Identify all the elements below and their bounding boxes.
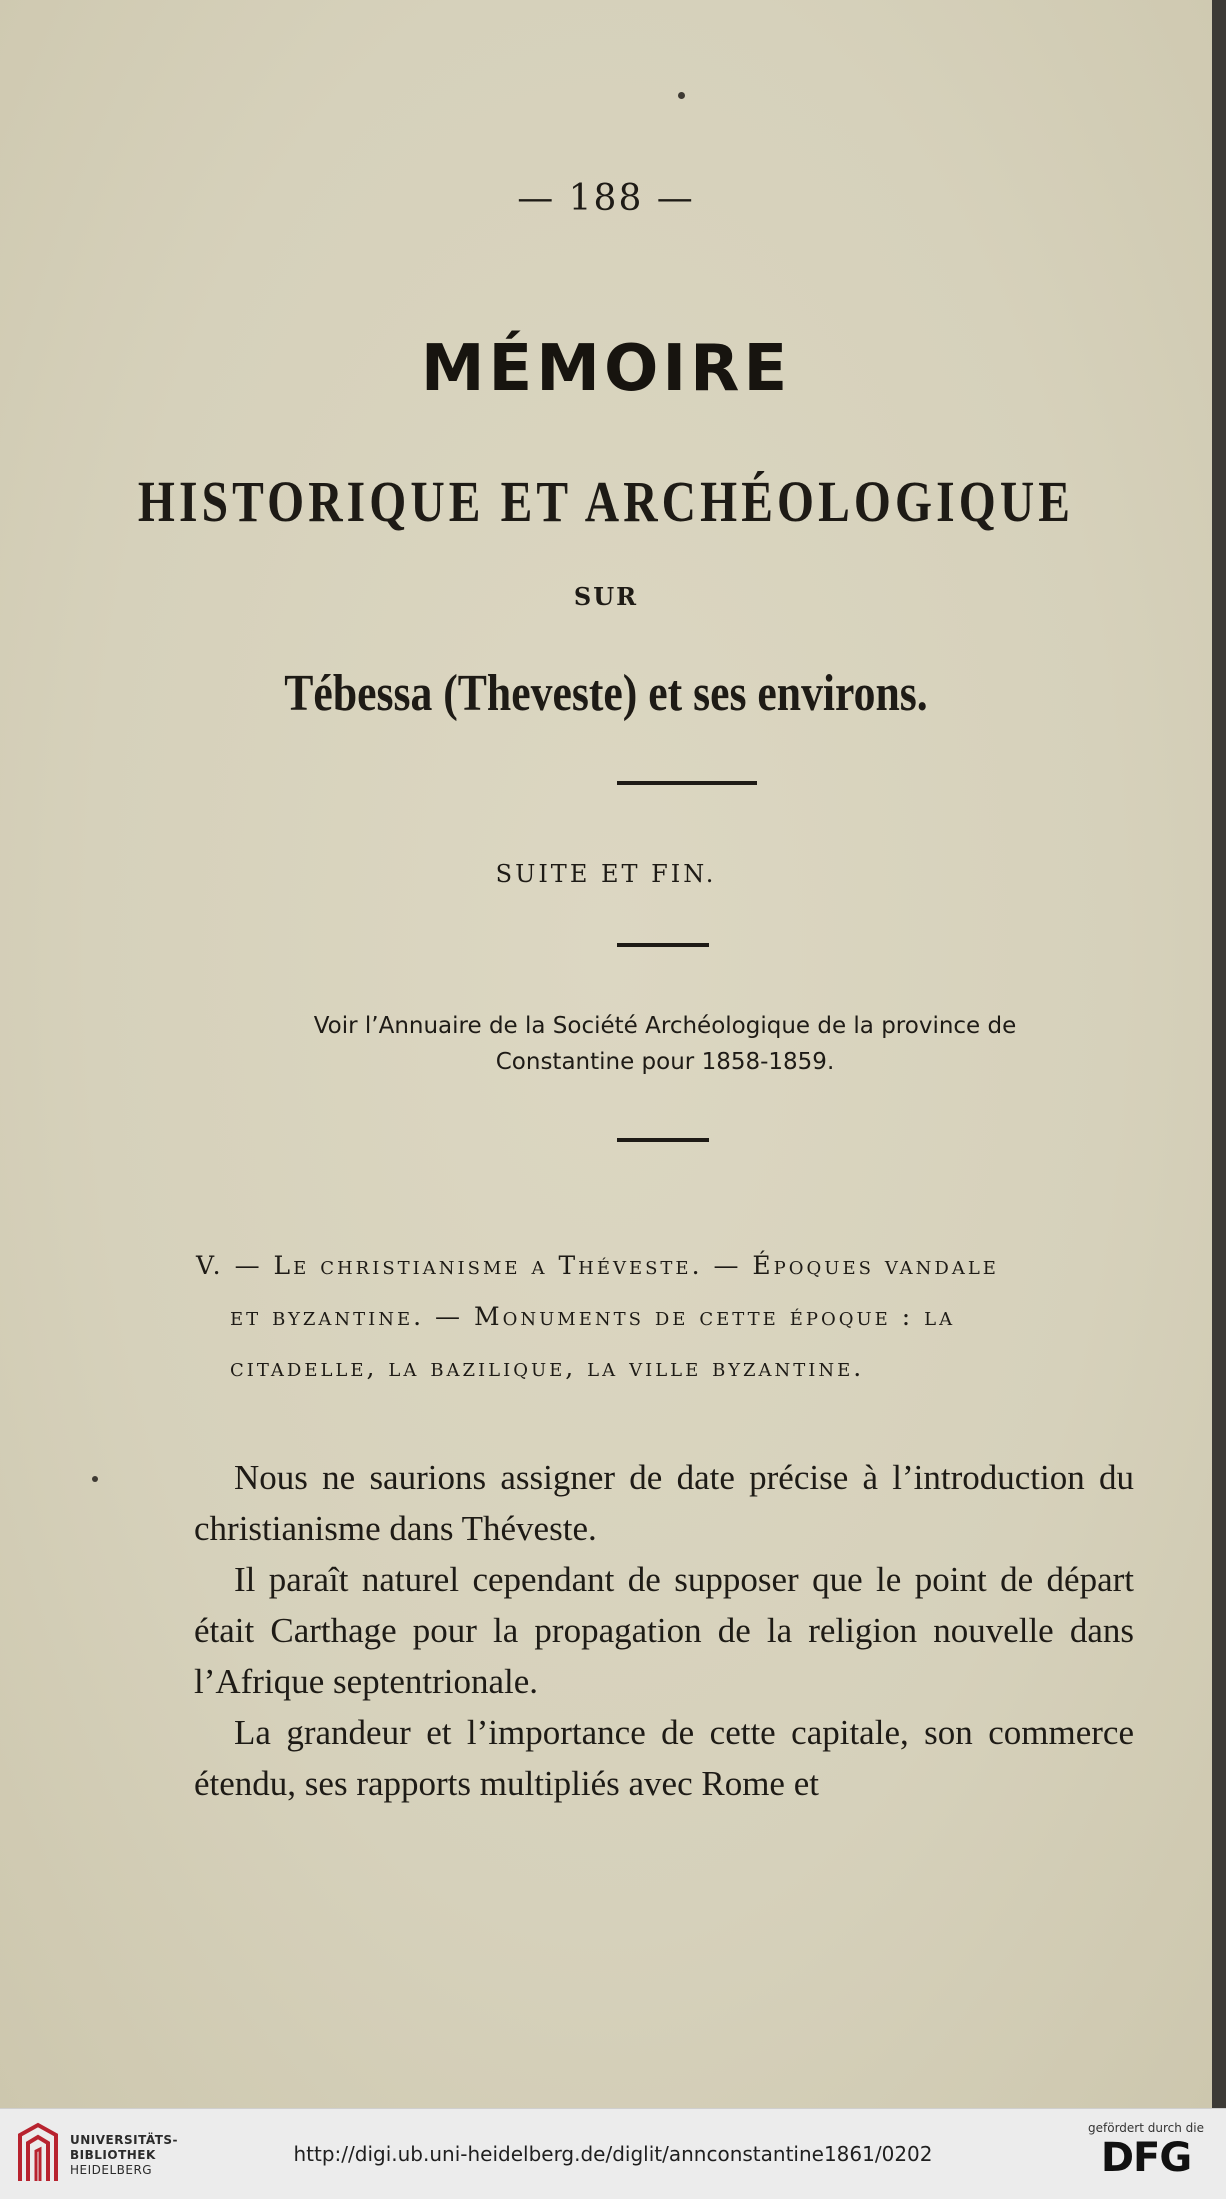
library-line: UNIVERSITÄTS- [70,2133,179,2147]
library-line: HEIDELBERG [70,2163,153,2177]
suite-label: SUITE ET FIN. [495,860,717,888]
page-number: — 188 — [517,178,695,219]
title-subtitle: HISTORIQUE ET ARCHÉOLOGIQUE [137,469,1075,534]
chapter-line: citadelle, la bazilique, la ville byzantine. [230,1353,865,1382]
title-main: MÉMOIRE [420,332,792,406]
viewer-footer [0,2108,1226,2199]
chapter-heading [196,1240,1136,1393]
body-text [194,1452,1134,1809]
ink-speck [92,1476,98,1482]
separator-rule [617,943,709,947]
title-connector: SUR [573,582,639,611]
chapter-line: et byzantine. — Monuments de cette époque : la [230,1302,956,1331]
library-line: BIBLIOTHEK [70,2148,156,2162]
permalink-url[interactable]: http://digi.ub.uni-heidelberg.de/diglit/annconstantine1861/0202 [293,2142,933,2166]
note-line: Voir l’Annuaire de la Société Archéologique de la province de [313,1013,1017,1039]
separator-rule [617,1138,709,1142]
funding-label: gefördert durch die [1088,2121,1204,2135]
ink-speck [678,92,685,99]
title-place: Tébessa (Theveste) et ses environs. [284,665,928,722]
note-line: Constantine pour 1858-1859. [495,1049,835,1075]
paragraph: Il paraît naturel cependant de supposer que le point de départ était Carthage pour la propagation de la religion nouvelle dans l’Afrique septentrionale. [194,1560,1134,1701]
paragraph: Nous ne saurions assigner de date précise à l’introduction du christianisme dans Théveste. [194,1458,1134,1548]
separator-rule [617,781,757,785]
funding-credit [1088,2121,1204,2181]
paragraph: La grandeur et l’importance de cette capitale, son commerce étendu, ses rapports multipliés avec Rome et [194,1713,1134,1803]
chapter-line: V. — Le christianisme a Théveste. — Époques vandale [196,1251,999,1280]
dfg-logo[interactable]: DFG [1100,2135,1192,2181]
reference-note [240,1008,1090,1080]
